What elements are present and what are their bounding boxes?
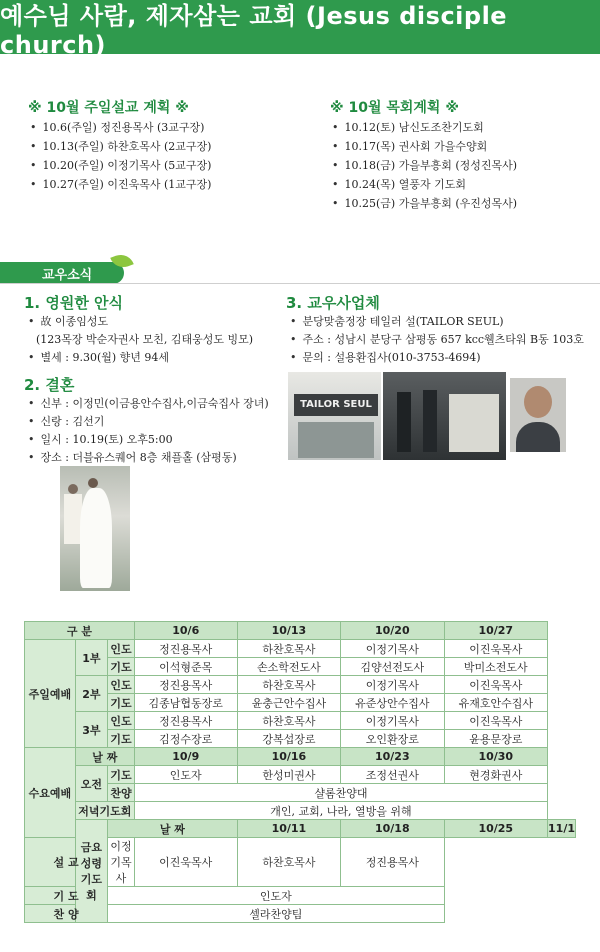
header-cell: 10/13	[237, 622, 340, 640]
photo-figure	[88, 478, 98, 488]
table-row	[25, 838, 576, 887]
page-header	[0, 0, 600, 59]
sermon-plan-list	[30, 118, 211, 194]
date-cell: 10/18	[341, 820, 444, 838]
table-cell: 샬롬찬양대	[134, 784, 547, 802]
list-item: • 신부 : 이정민(이금용안수집사,이금숙집사 장녀)	[28, 395, 269, 413]
store-interior-photo	[383, 372, 506, 460]
photo-figure	[80, 488, 112, 588]
store-window	[449, 394, 499, 452]
list-item: • 일시 : 10.19(토) 오후5:00	[28, 431, 269, 449]
table-cell: 한성미권사	[237, 766, 340, 784]
table-row	[25, 712, 576, 730]
table-cell: 김양선전도사	[341, 658, 444, 676]
list-item: • 10.17(목) 권사회 가을수양회	[332, 137, 517, 156]
table-row	[25, 730, 576, 748]
date-cell: 10/25	[444, 820, 548, 838]
worship-schedule-table	[24, 621, 576, 923]
table-cell: 인도자	[134, 766, 237, 784]
part-label: 오전	[75, 766, 107, 802]
date-cell: 10/16	[237, 748, 340, 766]
table-cell: 이진욱목사	[444, 712, 548, 730]
store-window	[298, 422, 374, 458]
role-label: 찬양	[108, 784, 135, 802]
list-item	[28, 331, 253, 349]
table-row	[25, 676, 576, 694]
date-label: 날 짜	[108, 820, 238, 838]
role-label: 기도	[108, 766, 135, 784]
table-cell: 강복섭장로	[237, 730, 340, 748]
news-section-2-title: 2. 결혼	[24, 376, 75, 394]
table-cell: 이진욱목사	[134, 838, 237, 887]
table-row	[25, 802, 576, 820]
list-item: • 10.13(주일) 하찬호목사 (2교구장)	[30, 137, 211, 156]
list-item: • 주소 : 성남시 분당구 삼평동 657 kcc웰츠타워 B동 103호	[290, 331, 584, 349]
role-label: 기도	[108, 730, 135, 748]
list-item: • 10.6(주일) 정진용목사 (3교구장)	[30, 118, 211, 137]
role-label: 저녁기도회	[75, 802, 134, 820]
part-label: 2부	[75, 676, 107, 712]
table-cell: 개인, 교회, 나라, 열방을 위해	[134, 802, 547, 820]
role-label: 기도	[108, 658, 135, 676]
table-cell: 김정수장로	[134, 730, 237, 748]
photo-figure	[68, 484, 78, 494]
header-title: 예수님 사람, 제자삼는 교회 (Jesus disciple church)	[0, 1, 508, 59]
part-label: 1부	[75, 640, 107, 676]
table-header-row	[25, 622, 576, 640]
date-label: 날 짜	[75, 748, 134, 766]
date-cell: 10/30	[444, 748, 548, 766]
news-section-2-list	[28, 395, 269, 467]
date-cell: 10/11	[237, 820, 340, 838]
table-cell: 정진용목사	[134, 676, 237, 694]
table-cell: 이정기목사	[341, 712, 444, 730]
table-cell: 이정기목사	[341, 640, 444, 658]
role-label: 인도	[108, 712, 135, 730]
header-cell: 10/27	[444, 622, 548, 640]
table-cell: 박미소전도사	[444, 658, 548, 676]
table-row	[25, 784, 576, 802]
table-cell: 하찬호목사	[237, 676, 340, 694]
table-cell: 인도자	[108, 887, 444, 905]
news-section-1-list	[28, 313, 253, 367]
divider	[0, 283, 600, 284]
date-cell: 11/1	[548, 820, 576, 838]
table-cell: 이진욱목사	[444, 640, 548, 658]
role-label: 설 교	[25, 838, 108, 887]
table-row	[25, 658, 576, 676]
date-cell: 10/9	[134, 748, 237, 766]
portrait-suit	[516, 422, 560, 452]
table-row	[25, 694, 576, 712]
table-row	[25, 748, 576, 766]
list-item: • 10.27(주일) 이진욱목사 (1교구장)	[30, 175, 211, 194]
header-cell: 10/6	[134, 622, 237, 640]
pastoral-plan-title: ※ 10월 목회계획 ※	[330, 100, 459, 116]
sermon-plan-title: ※ 10월 주일설교 계획 ※	[28, 100, 189, 116]
mannequin	[423, 390, 437, 452]
news-section-3-list	[290, 313, 584, 367]
table-cell: 유준상안수집사	[341, 694, 444, 712]
list-item: • 별세 : 9.30(월) 향년 94세	[28, 349, 253, 367]
table-cell: 정진용목사	[341, 838, 444, 887]
table-cell: 하찬호목사	[237, 838, 340, 887]
date-cell: 10/23	[341, 748, 444, 766]
friday-label-line2: 기도회	[80, 873, 103, 902]
friday-label-line1: 금요성령	[80, 841, 103, 870]
table-cell: 유재호안수집사	[444, 694, 548, 712]
list-item: • 10.24(목) 열풍자 기도회	[332, 175, 517, 194]
header-cell: 10/20	[341, 622, 444, 640]
table-cell: 조정선권사	[341, 766, 444, 784]
portrait-photo	[510, 378, 566, 452]
row-group-label: 주일예배	[25, 640, 76, 748]
wedding-photo	[60, 466, 130, 591]
header-cell: 구 분	[25, 622, 135, 640]
list-item: • 분당맞춤정장 테일러 설(TAILOR SEUL)	[290, 313, 584, 331]
table-row	[25, 640, 576, 658]
role-label: 인도	[108, 676, 135, 694]
table-cell: 김종남협동장로	[134, 694, 237, 712]
table-row	[25, 887, 576, 905]
news-banner	[0, 262, 140, 284]
list-item: • 문의 : 설용환집사(010-3753-4694)	[290, 349, 584, 367]
news-section-3-title: 3. 교우사업체	[286, 294, 380, 312]
role-label: 인도	[108, 640, 135, 658]
table-cell: 이석형준목	[134, 658, 237, 676]
portrait-face	[524, 386, 552, 418]
table-cell: 윤용문장로	[444, 730, 548, 748]
pastoral-plan-list	[332, 118, 517, 213]
table-cell: 이진욱목사	[444, 676, 548, 694]
list-item: • 10.18(금) 가을부흥회 (정성진목사)	[332, 156, 517, 175]
part-label: 3부	[75, 712, 107, 748]
table-row	[25, 766, 576, 784]
table-cell: 이정기목사	[341, 676, 444, 694]
mannequin	[397, 392, 411, 452]
list-item: • 신랑 : 김선기	[28, 413, 269, 431]
table-cell: 현경화권사	[444, 766, 548, 784]
role-label: 기 도	[25, 887, 108, 905]
role-label: 기도	[108, 694, 135, 712]
table-row	[25, 905, 576, 923]
store-sign: TAILOR SEUL	[294, 394, 378, 416]
table-cell: 오인환장로	[341, 730, 444, 748]
list-item: • 10.12(토) 남신도조찬기도회	[332, 118, 517, 137]
table-cell: 윤충근안수집사	[237, 694, 340, 712]
table-cell: 정진용목사	[134, 712, 237, 730]
table-cell: 셀라찬양팀	[108, 905, 444, 923]
list-item: • 장소 : 더블유스퀘어 8층 채플홀 (삼평동)	[28, 449, 269, 467]
list-item: • 10.20(주일) 이정기목사 (5교구장)	[30, 156, 211, 175]
news-section-1-title: 1. 영원한 안식	[24, 294, 124, 312]
table-cell: 하찬호목사	[237, 640, 340, 658]
table-row	[25, 820, 576, 838]
banner-label: 교우소식	[42, 268, 93, 283]
list-item: • 故 이종임성도	[28, 313, 253, 331]
table-cell: 손소학전도사	[237, 658, 340, 676]
row-group-label: 수요예배	[25, 748, 76, 838]
list-item: • 10.25(금) 가을부흥회 (우진성목사)	[332, 194, 517, 213]
table-cell: 이정기목사	[108, 838, 135, 887]
table-cell: 하찬호목사	[237, 712, 340, 730]
list-item-note: (123목장 박순자권사 모친, 김태웅성도 빙모)	[36, 333, 254, 346]
store-front-photo	[288, 372, 381, 460]
role-label: 찬 양	[25, 905, 108, 923]
table-cell: 정진용목사	[134, 640, 237, 658]
